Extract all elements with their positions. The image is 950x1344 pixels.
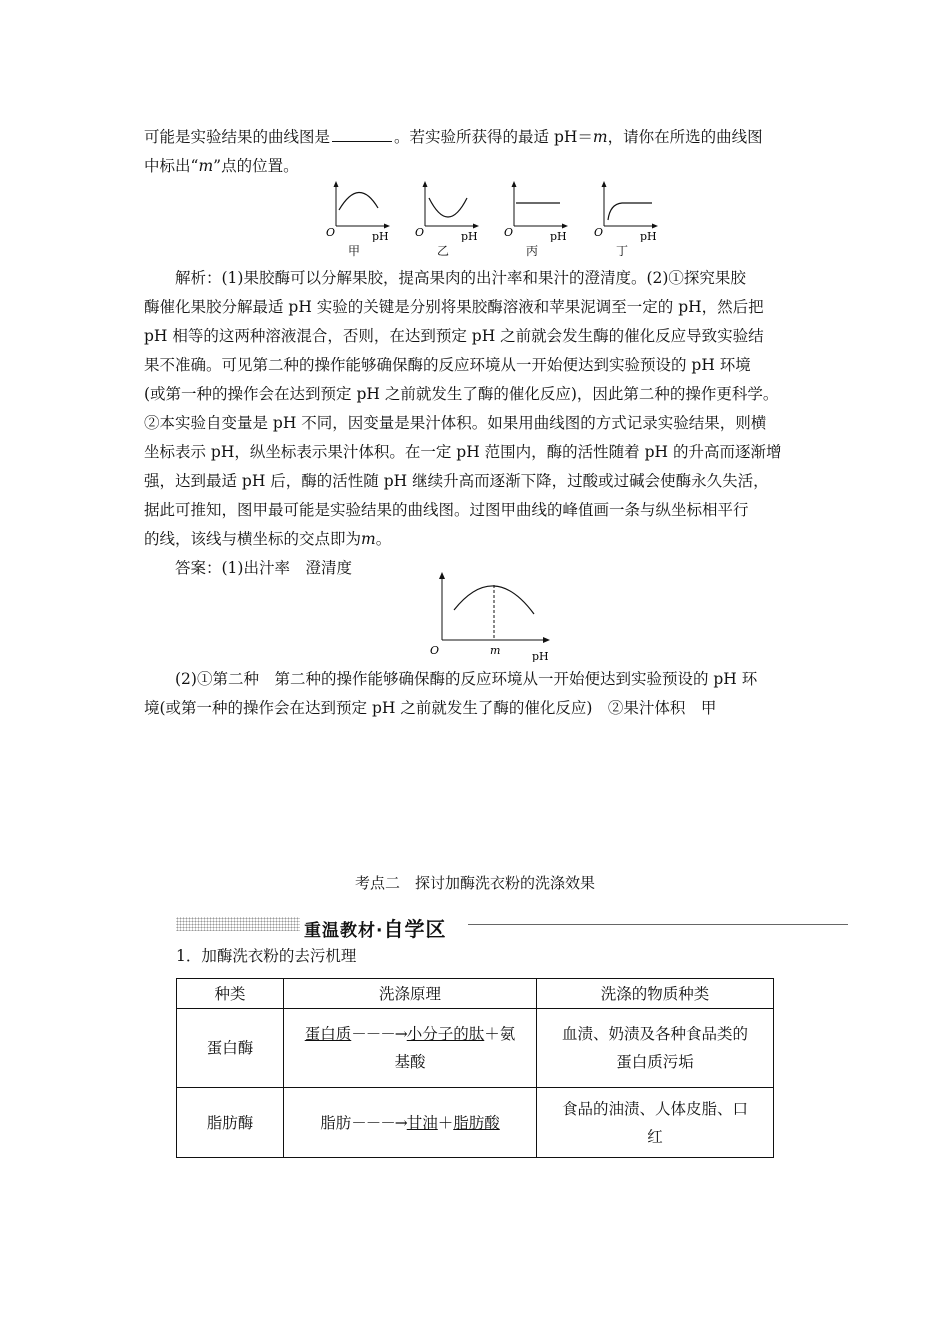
table-cell-principle xyxy=(284,1009,537,1088)
reaction-arrow: －－－→ xyxy=(351,1113,407,1132)
question-line-2 xyxy=(144,152,810,181)
product: 基酸 xyxy=(394,1053,426,1071)
analysis-line: 果不准确。可见第二种的操作能够确保酶的反应环境从一开始便达到实验预设的 pH 环境 xyxy=(144,356,751,374)
m-symbol: m xyxy=(361,530,376,548)
table-cell-target xyxy=(537,1009,774,1088)
analysis-line: ②本实验自变量是 pH 不同，因变量是果汁体积。如果用曲线图的方式记录实验结果，则横 xyxy=(144,414,767,432)
question-line-1 xyxy=(144,123,810,152)
graph-yi xyxy=(415,178,495,262)
question-text: 可能是实验结果的曲线图是 xyxy=(144,128,331,146)
analysis-line: 坐标表示 pH，纵坐标表示果汁体积。在一定 pH 范围内，酶的活性随着 pH 的升高而逐渐增 xyxy=(144,443,782,461)
table-header: 洗涤的物质种类 xyxy=(537,979,774,1009)
answer-line: 境(或第一种的操作会在达到预定 pH 之前就发生了酶的催化反应) ②果汁体积 甲 xyxy=(144,699,717,717)
table-header-row xyxy=(177,979,774,1009)
analysis-text: 。 xyxy=(375,530,392,548)
axis-label: pH xyxy=(550,230,567,242)
analysis-line xyxy=(144,525,810,554)
target-text: 食品的油渍、人体皮脂、口 xyxy=(561,1099,748,1118)
table-row xyxy=(177,1009,774,1088)
question-text: ，请你在所选的曲线图 xyxy=(607,128,763,146)
m-symbol: m xyxy=(198,157,214,175)
question-text: ”点的位置。 xyxy=(213,157,299,175)
graph-jia xyxy=(326,178,406,262)
substrate: 脂肪 xyxy=(320,1113,352,1132)
analysis-line: (或第一种的操作会在达到预定 pH 之前就发生了酶的催化反应)，因此第二种的操作更科学。 xyxy=(144,385,779,403)
table-cell-target xyxy=(537,1088,774,1158)
substrate: 蛋白质 xyxy=(304,1025,352,1043)
banner-rule xyxy=(468,924,848,925)
rise-plateau-curve xyxy=(608,203,652,220)
answer-line: 答案：(1)出汁率 澄清度 xyxy=(175,559,352,577)
target-text: 红 xyxy=(647,1127,663,1146)
section-title: 考点二 探讨加酶洗衣粉的洗涤效果 xyxy=(354,874,595,892)
origin-label: O xyxy=(430,644,440,657)
graph-caption: 丁 xyxy=(616,244,629,258)
answer-graph xyxy=(430,570,560,662)
option-graphs xyxy=(326,178,666,262)
answer-blank xyxy=(332,127,392,142)
m-symbol: m xyxy=(592,128,608,146)
origin-label: O xyxy=(415,226,425,239)
origin-label: O xyxy=(504,226,514,239)
graph-ding-plot xyxy=(594,178,674,242)
axis-label: pH xyxy=(640,230,657,242)
answer-line: (2)①第二种 第二种的操作能够确保酶的反应环境从一开始便达到实验预设的 pH 环 xyxy=(175,670,758,688)
axis-label: pH xyxy=(372,230,389,242)
hill-curve xyxy=(339,192,378,210)
analysis-line: 酶催化果胶分解最适 pH 实验的关键是分别将果胶酶溶液和苹果泥调至一定的 pH，然后把 xyxy=(144,298,764,316)
origin-label: O xyxy=(326,226,336,239)
graph-caption: 甲 xyxy=(348,244,361,258)
banner-dots xyxy=(176,917,300,931)
table-cell-kind: 脂肪酶 xyxy=(177,1088,284,1158)
graph-ding xyxy=(594,178,674,262)
product: 小分子的肽 xyxy=(406,1025,485,1043)
banner-big-text: 自学区 xyxy=(383,917,447,941)
analysis-line: 解析：(1)果胶酶可以分解果胶，提高果肉的出汁率和果汁的澄清度。(2)①探究果胶 xyxy=(175,269,746,287)
graph-caption: 乙 xyxy=(437,244,450,258)
target-text: 血渍、奶渍及各种食品类的 xyxy=(561,1025,748,1043)
product: 脂肪酸 xyxy=(453,1113,500,1132)
table-cell-principle xyxy=(284,1088,537,1158)
item-heading: 1．加酶洗衣粉的去污机理 xyxy=(176,947,357,965)
analysis-line: 据此可推知，图甲最可能是实验结果的曲线图。过图甲曲线的峰值画一条与纵坐标相平行 xyxy=(144,501,749,519)
banner-label xyxy=(304,913,446,942)
m-label: m xyxy=(490,644,501,657)
answer-graph-plot xyxy=(430,570,560,662)
table-row xyxy=(177,1088,774,1158)
axis-label: pH xyxy=(461,230,478,242)
table-cell-kind: 蛋白酶 xyxy=(177,1009,284,1088)
graph-caption: 丙 xyxy=(526,244,539,258)
table-header: 种类 xyxy=(177,979,284,1009)
analysis-text: 的线，该线与横坐标的交点即为 xyxy=(144,530,362,548)
product: 甘油 xyxy=(406,1113,438,1132)
graph-yi-plot xyxy=(415,178,495,242)
analysis-line: pH 相等的这两种溶液混合，否则，在达到预定 pH 之前就会发生酶的催化反应导致实验结 xyxy=(144,327,764,345)
question-text: 。若实验所获得的最适 pH＝ xyxy=(394,128,593,146)
target-text: 蛋白质污垢 xyxy=(616,1053,694,1071)
graph-jia-plot xyxy=(326,178,406,242)
section-banner xyxy=(176,913,848,941)
graph-bing xyxy=(504,178,584,262)
origin-label: O xyxy=(594,226,604,239)
analysis-line: 强，达到最适 pH 后，酶的活性随 pH 继续升高而逐渐下降，过酸或过碱会使酶永久失活， xyxy=(144,472,769,490)
product-plus: ＋ xyxy=(437,1113,454,1132)
enzyme-table xyxy=(176,978,774,1158)
product-plus: ＋氨 xyxy=(484,1025,516,1043)
graph-bing-plot xyxy=(504,178,584,242)
valley-curve xyxy=(429,198,467,217)
banner-text: 重温教材· xyxy=(304,921,384,941)
table-header: 洗涤原理 xyxy=(284,979,537,1009)
reaction-arrow: －－－→ xyxy=(351,1025,407,1043)
axis-label: pH xyxy=(532,650,549,662)
question-text: 中标出“ xyxy=(144,157,199,175)
